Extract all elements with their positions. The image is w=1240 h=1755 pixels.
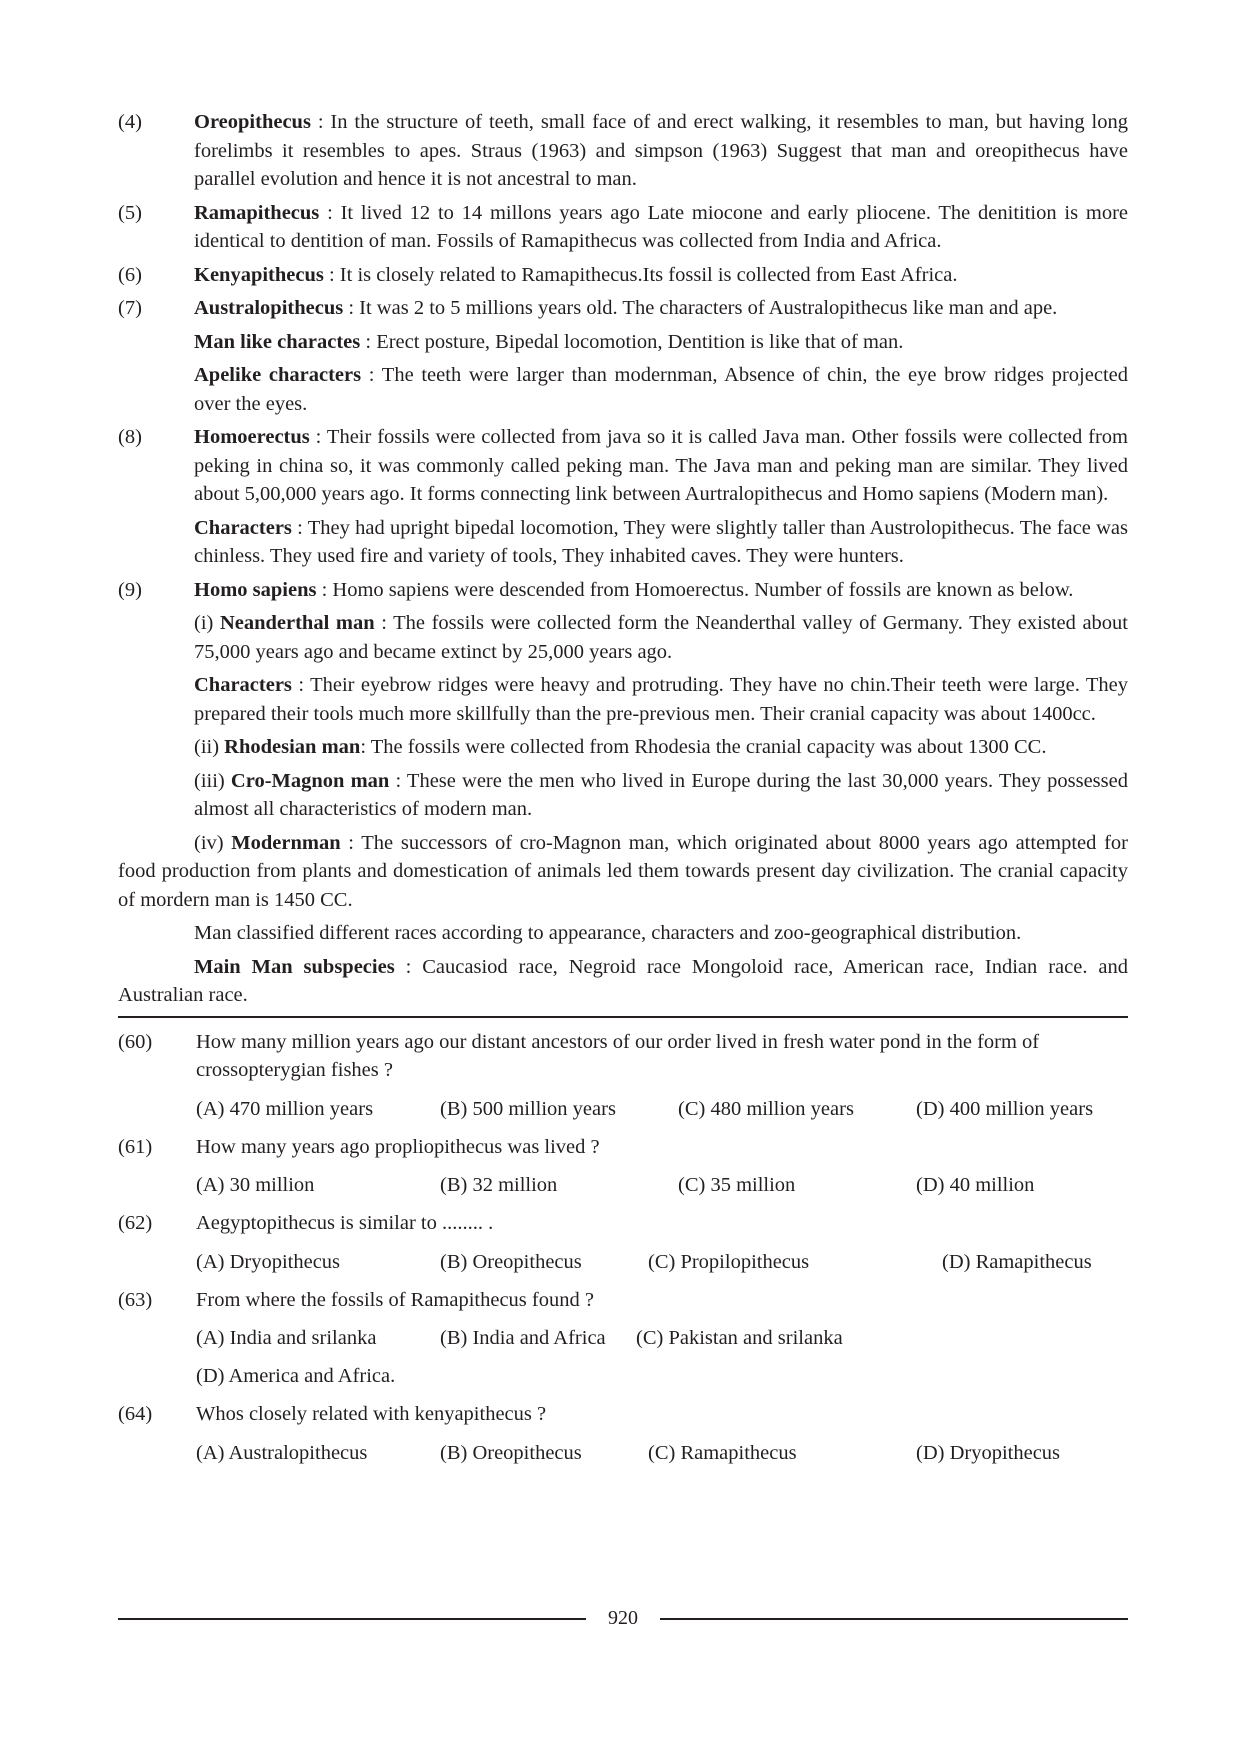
note-oreopithecus [118, 108, 1128, 194]
description: : These were the men who lived in Europe during the last 30,000 years. They possessed almost all characteristics of modern man. [194, 769, 1128, 820]
option-b: (B) 500 million years [440, 1097, 616, 1120]
option-c: (C) 35 million [678, 1174, 796, 1196]
term: Rhodesian man [224, 736, 361, 758]
note-cro-magnon-man [118, 767, 1128, 824]
question-text: Aegyptopithecus is similar to ........ . [196, 1212, 494, 1234]
question-62 [118, 1209, 1128, 1238]
option-b: (B) India and Africa [440, 1327, 606, 1349]
description: : The fossils were collected from Rhodesia the cranial capacity was about 1300 CC. [360, 736, 1047, 758]
option-b: (B) Oreopithecus [440, 1250, 582, 1273]
term: Modernman [231, 831, 341, 854]
note-rhodesian-man [118, 733, 1128, 762]
description: : It is closely related to Ramapithecus.Its fossil is collected from East Africa. [323, 263, 958, 286]
question-63 [118, 1286, 1128, 1315]
item-number: (8) [118, 426, 142, 448]
note-main-man-subspecies [118, 953, 1128, 1010]
option-b: (B) 32 million [440, 1174, 558, 1196]
term: Oreopithecus [194, 111, 311, 133]
option-d: (D) Dryopithecus [916, 1441, 1061, 1464]
note-australopithecus [118, 294, 1128, 323]
option-a: (A) India and srilanka [196, 1327, 377, 1349]
term: Homo sapiens [194, 578, 317, 601]
item-number: (4) [118, 111, 142, 133]
description: : Their eyebrow ridges were heavy and protruding. They have no chin.Their teeth were large. They prepared their tools much more skillfully than the pre-previous men. Their cranial capacity was about 1400cc. [194, 674, 1128, 725]
question-number: (62) [118, 1212, 153, 1234]
description: : Caucasiod race, Negroid race Mongoloid race, American race, Indian race. and Australian race. [118, 955, 1128, 1006]
note-modernman [118, 829, 1128, 915]
options-60 [196, 1095, 1128, 1123]
option-c: (C) Propilopithecus [648, 1250, 810, 1273]
question-61 [118, 1133, 1128, 1162]
note-homoerectus-characters [118, 514, 1128, 571]
question-number: (61) [118, 1135, 153, 1158]
note-kenyapithecus [118, 261, 1128, 290]
item-number: (9) [118, 578, 142, 601]
option-d: (D) 40 million [916, 1174, 1035, 1196]
option-c: (C) Pakistan and srilanka [636, 1327, 843, 1349]
note-man-like-characters [118, 328, 1128, 357]
options-63 [196, 1324, 1128, 1352]
option-d: (D) Ramapithecus [942, 1250, 1092, 1273]
section-divider [118, 1016, 1128, 1018]
description: : They had upright bipedal locomotion, They were slightly taller than Austrolopithecus. The face was chinless. They used fire and variety of tools, They inhabited caves. They were hunters. [194, 516, 1128, 567]
footer-rule-right [660, 1618, 1128, 1620]
question-text: How many million years ago our distant ancestors of our order lived in fresh water pond in the form of crossopterygian fishes ? [196, 1030, 1040, 1081]
option-c: (C) Ramapithecus [648, 1441, 797, 1464]
note-homo-sapiens [118, 576, 1128, 605]
option-b: (B) Oreopithecus [440, 1441, 582, 1464]
note-neanderthal-man [118, 609, 1128, 666]
term: Characters [194, 516, 292, 539]
description: : It was 2 to 5 millions years old. The characters of Australopithecus like man and ape. [343, 297, 1058, 319]
description: : The teeth were larger than modernman, Absence of chin, the eye brow ridges projected over the eyes. [194, 364, 1128, 415]
question-text: How many years ago propliopithecus was lived ? [196, 1135, 600, 1158]
term: Ramapithecus [194, 201, 320, 224]
term: Australopithecus [194, 297, 344, 319]
sub-prefix: (iv) [194, 831, 232, 854]
term: Neanderthal man [219, 612, 375, 634]
page-content [118, 108, 1128, 1477]
term: Main Man subspecies [194, 955, 395, 978]
note-ramapithecus [118, 199, 1128, 256]
term: Kenyapithecus [194, 263, 324, 286]
sub-prefix: (ii) [194, 736, 225, 758]
question-text: Whos closely related with kenyapithecus ? [196, 1403, 547, 1425]
term: Cro-Magnon man [230, 769, 390, 792]
description: : Homo sapiens were descended from Homoerectus. Number of fossils are known as below. [316, 578, 1074, 601]
note-races [118, 919, 1128, 948]
description: : The fossils were collected form the Neanderthal valley of Germany. They existed about 75,000 years ago and became extinct by 25,000 years ago. [194, 612, 1128, 663]
page-footer [118, 1604, 1128, 1634]
option-a: (A) Australopithecus [196, 1441, 368, 1464]
description: Man classified different races according to appearance, characters and zoo-geographical distribution. [194, 922, 1022, 944]
term: Man like charactes [194, 330, 361, 353]
note-homoerectus [118, 423, 1128, 509]
item-number: (7) [118, 297, 142, 319]
page-number: 920 [608, 1607, 638, 1629]
term: Homoerectus [194, 426, 310, 448]
option-a: (A) Dryopithecus [196, 1250, 341, 1273]
sub-prefix: (i) [194, 612, 220, 634]
option-d: (D) America and Africa. [196, 1365, 396, 1387]
sub-prefix: (iii) [194, 769, 231, 792]
question-60 [118, 1028, 1128, 1085]
question-text: From where the fossils of Ramapithecus found ? [196, 1288, 594, 1311]
item-number: (5) [118, 201, 142, 224]
description: : Erect posture, Bipedal locomotion, Dentition is like that of man. [360, 330, 904, 353]
options-61 [196, 1171, 1128, 1199]
note-apelike-characters [118, 361, 1128, 418]
term: Characters [194, 674, 292, 696]
options-63-continued [196, 1362, 1128, 1390]
option-c: (C) 480 million years [678, 1097, 854, 1120]
item-number: (6) [118, 263, 142, 286]
question-number: (63) [118, 1288, 153, 1311]
description: : Their fossils were collected from java so it is called Java man. Other fossils were collected from peking in china so, it was commonly called peking man. The Java man and peking man are similar. They lived about 5,00,000 years ago. It forms connecting link between Aurtralopithecus and Homo sapiens (Modern man). [194, 426, 1128, 505]
note-neanderthal-characters [118, 671, 1128, 728]
options-62 [196, 1248, 1128, 1276]
question-number: (64) [118, 1403, 153, 1425]
option-d: (D) 400 million years [916, 1097, 1094, 1120]
question-number: (60) [118, 1030, 153, 1053]
options-64 [196, 1439, 1128, 1467]
description: : It lived 12 to 14 millons years ago Late miocone and early pliocene. The denitition is more identical to dentition of man. Fossils of Ramapithecus was collected from India and Africa. [194, 201, 1128, 252]
option-a: (A) 30 million [196, 1174, 315, 1196]
question-64 [118, 1400, 1128, 1429]
option-a: (A) 470 million years [196, 1097, 374, 1120]
description: : The successors of cro-Magnon man, which originated about 8000 years ago attempted for food production from plants and domestication of animals led them towards present day civilization. The cranial capacity of mordern man is 1450 CC. [118, 831, 1128, 911]
description: : In the structure of teeth, small face of and erect walking, it resembles to man, but having long forelimbs it resembles to apes. Straus (1963) and simpson (1963) Suggest that man and oreopithecus have parallel evolution and hence it is not ancestral to man. [194, 111, 1128, 190]
term: Apelike characters [194, 364, 362, 386]
